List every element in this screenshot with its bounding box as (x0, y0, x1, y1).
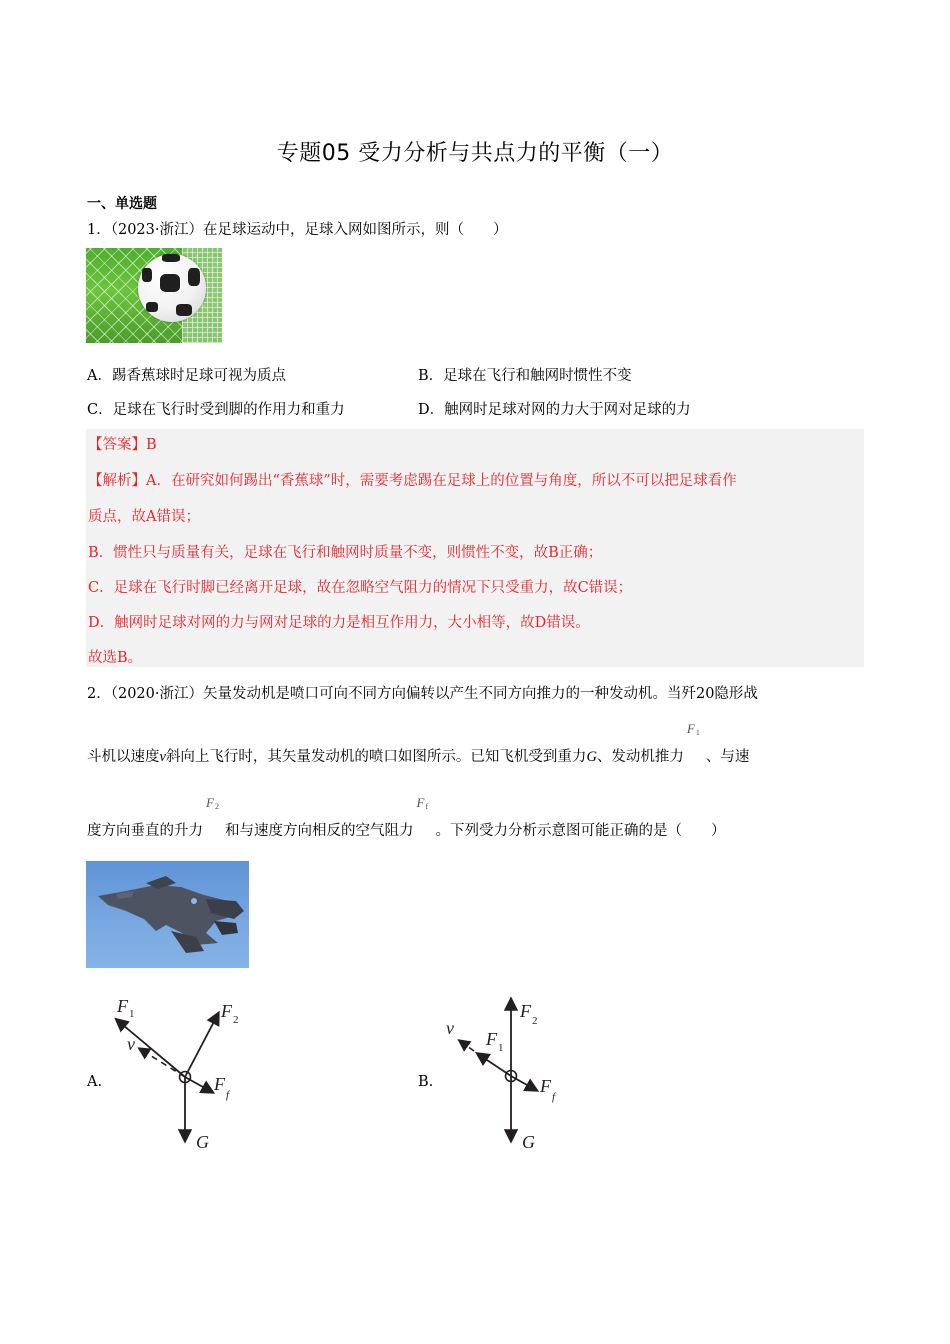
diagram-a-force-diagram (100, 990, 270, 1160)
svg-text:F: F (214, 1074, 225, 1094)
svg-text:F: F (486, 1029, 497, 1049)
option-c[interactable]: C．足球在飞行时受到脚的作用力和重力 (87, 402, 345, 418)
option-a[interactable]: A．踢香蕉球时足球可视为质点 (87, 368, 286, 384)
svg-text:F: F (520, 1001, 531, 1021)
analysis-line-1: 【解析】A．在研究如何踢出“香蕉球”时，需要考虑踢在足球上的位置与角度，所以不可以把足球看作 (88, 473, 737, 489)
section-heading: 一、单选题 (87, 196, 157, 212)
analysis-line-4: C．足球在飞行时脚已经离开足球，故在忽略空气阻力的情况下只受重力，故C错误； (88, 580, 633, 596)
option-d[interactable]: D．触网时足球对网的力大于网对足球的力 (418, 402, 691, 418)
velocity-symbol: v (159, 749, 166, 765)
question-2-line-1: 2．（2020·浙江）矢量发动机是喷口可向不同方向偏转以产生不同方向推力的一种发动机。当歼20隐形战 (87, 686, 758, 702)
soccer-ball (138, 254, 206, 322)
analysis-line-5: D．触网时足球对网的力与网对足球的力是相互作用力，大小相等，故D错误。 (88, 615, 590, 631)
fighter-jet-image (86, 861, 249, 968)
svg-text:1: 1 (129, 1008, 135, 1020)
svg-text:G: G (522, 1132, 535, 1152)
svg-text:f: f (552, 1091, 556, 1103)
svg-text:F: F (221, 1001, 232, 1021)
svg-text:2: 2 (233, 1014, 239, 1026)
svg-text:F: F (117, 996, 128, 1016)
answer-value: B (146, 437, 157, 453)
answer-label: 【答案】 (88, 437, 146, 453)
svg-text:G: G (196, 1132, 209, 1152)
diagram-b-force-diagram (430, 990, 600, 1160)
question-2-line-3: 度方向垂直的升力 F 2 和与速度方向相反的空气阻力 F f 。下列受力分析示意图可能正确的是（ ） (87, 795, 726, 839)
svg-text:F: F (540, 1076, 551, 1096)
question-1-stem: 1．（2023·浙江）在足球运动中，足球入网如图所示，则（ ） (87, 222, 508, 238)
option-b[interactable]: B．足球在飞行和触网时惯性不变 (418, 368, 632, 384)
svg-text:v: v (127, 1034, 135, 1054)
diagram-a-label[interactable]: A. (87, 1074, 103, 1090)
svg-text:1: 1 (498, 1042, 504, 1054)
page-title: 专题05 受力分析与共点力的平衡（一） (276, 141, 674, 166)
svg-text:v: v (446, 1018, 454, 1038)
gravity-symbol: G (586, 749, 597, 765)
analysis-line-2: 质点，故A错误； (88, 509, 200, 525)
svg-text:f: f (226, 1089, 230, 1101)
soccer-image (86, 248, 222, 343)
answer-line (88, 433, 157, 454)
f2-symbol: F 2 (206, 795, 219, 811)
analysis-line-6: 故选B。 (88, 650, 143, 666)
analysis-label: 【解析】 (88, 473, 146, 489)
ff-symbol: F f (416, 795, 429, 811)
diagram-b-label[interactable]: B. (418, 1074, 434, 1090)
f1-symbol: F 1 (686, 721, 700, 737)
analysis-line-3: B．惯性只与质量有关，足球在飞行和触网时质量不变，则惯性不变，故B正确； (88, 545, 603, 561)
question-2-line-2: 斗机以速度v斜向上飞行时，其矢量发动机的喷口如图所示。已知飞机受到重力G、发动机推力 F 1 、与速 (87, 721, 750, 765)
svg-text:2: 2 (532, 1015, 538, 1027)
